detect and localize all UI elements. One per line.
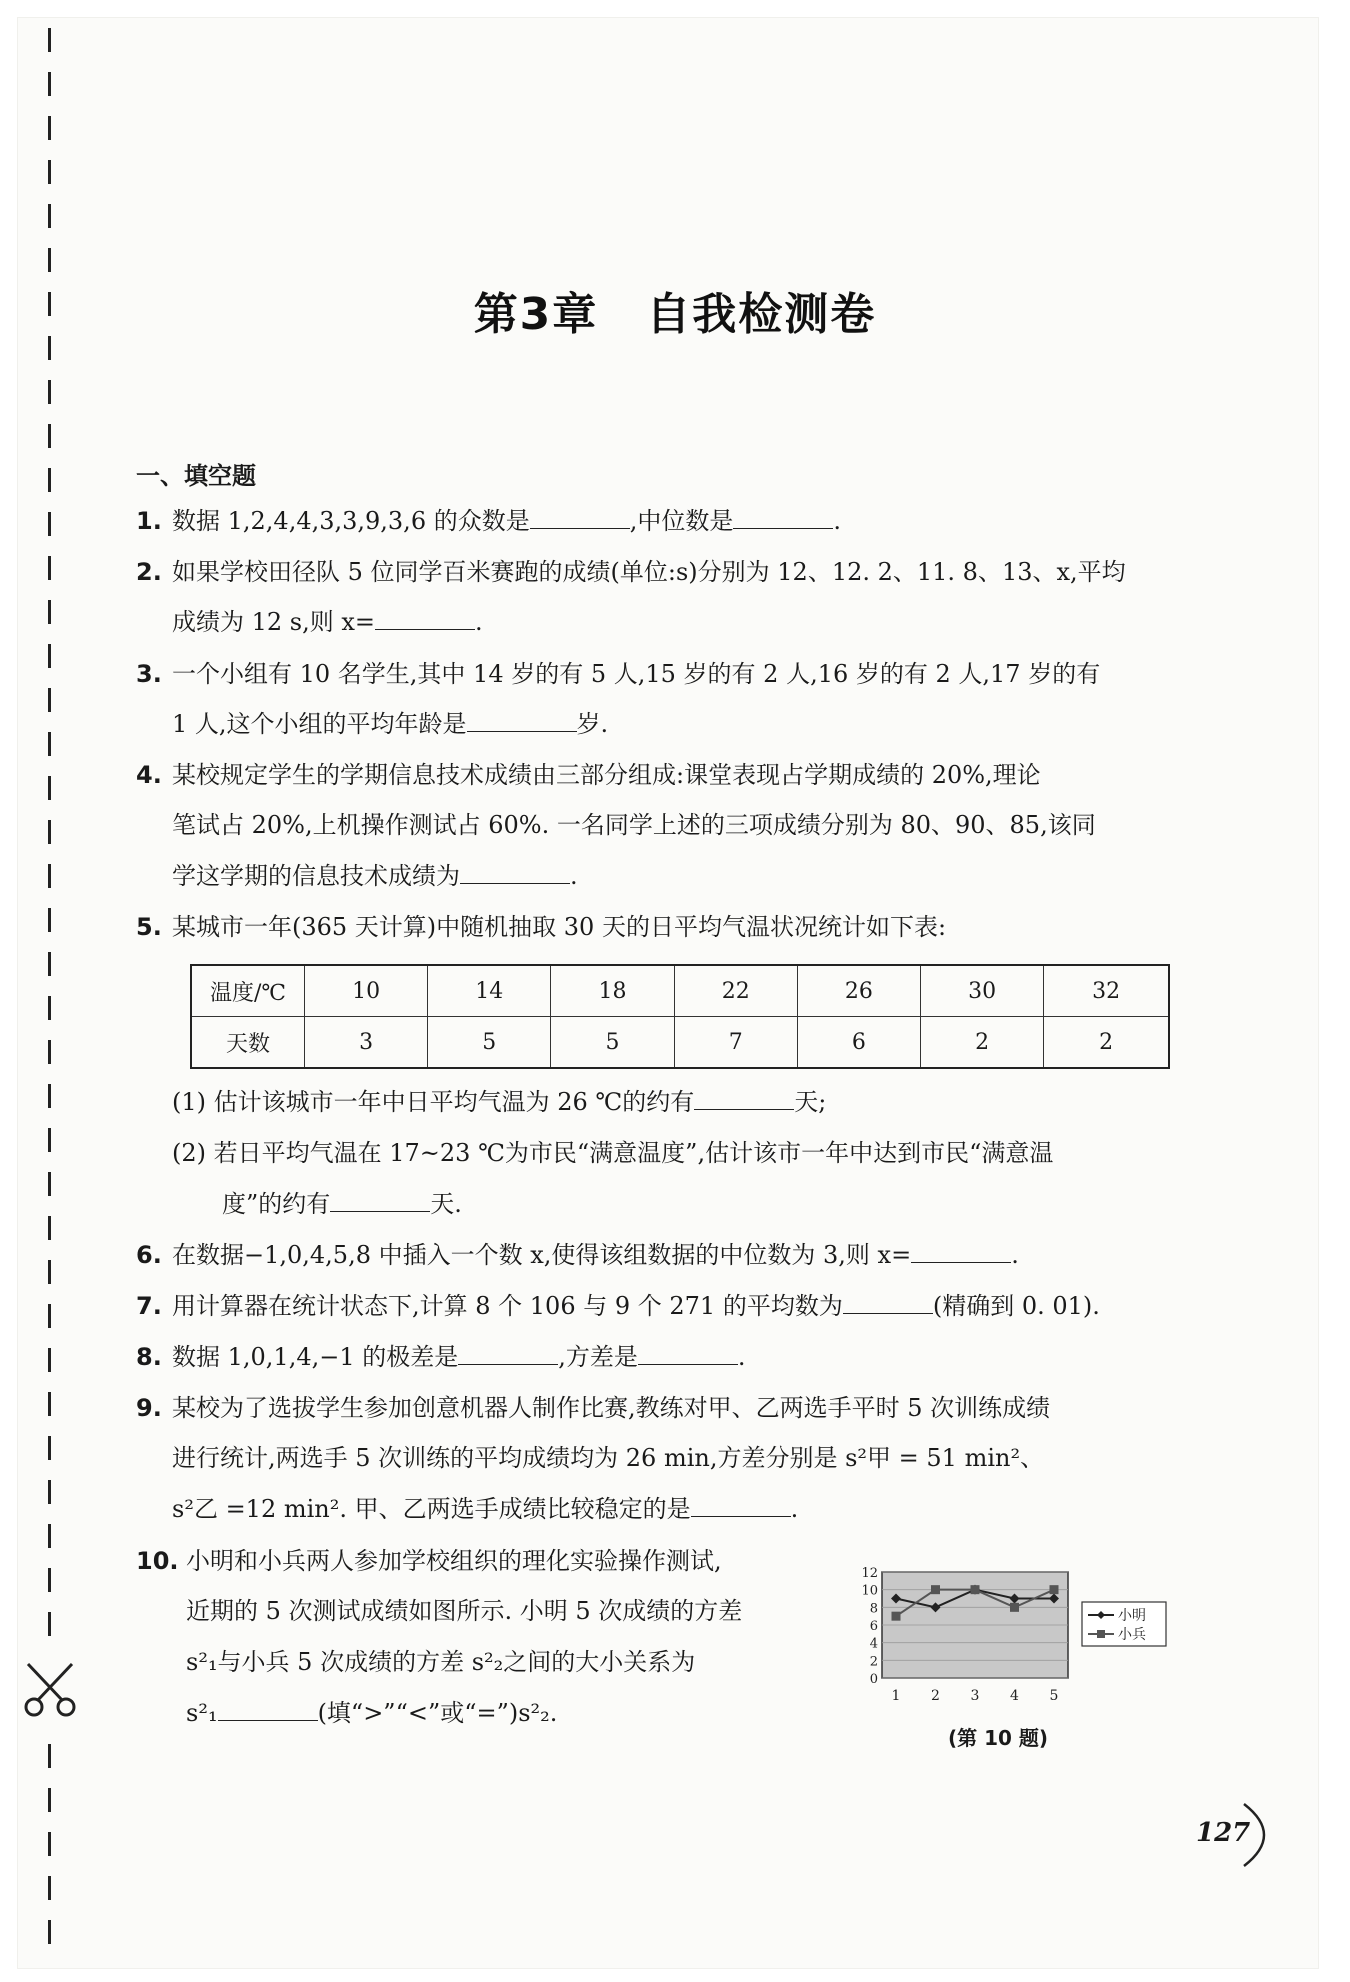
answer-blank[interactable] (375, 607, 475, 630)
table-cell: 3 (305, 1017, 428, 1069)
table-cell: 14 (428, 965, 551, 1017)
table-cell: 6 (797, 1017, 920, 1069)
answer-blank[interactable] (691, 1494, 791, 1517)
question-4-line-2: 笔试占 20%,上机操作测试占 60%. 一名同学上述的三项成绩分别为 80、90、85,该同 (172, 811, 1096, 839)
answer-blank[interactable] (467, 709, 577, 732)
question-4: 4. 某校规定学生的学期信息技术成绩由三部分组成:课堂表现占学期成绩的 20%,理论 (136, 761, 1041, 789)
answer-blank[interactable] (911, 1240, 1011, 1263)
x-tick-label: 5 (1049, 1688, 1059, 1704)
answer-blank[interactable] (530, 506, 630, 529)
page-number-arc (1226, 1800, 1286, 1870)
question-5: 5. 某城市一年(365 天计算)中随机抽取 30 天的日平均气温状况统计如下表: (136, 913, 947, 941)
data-point (892, 1612, 901, 1621)
table-header-cell: 温度/℃ (191, 965, 305, 1017)
table-cell: 2 (1044, 1017, 1169, 1069)
question-5-part-2: (2) 若日平均气温在 17~23 ℃为市民“满意温度”,估计该市一年中达到市民“满意温 (172, 1139, 1054, 1167)
question-9-line-2: 进行统计,两选手 5 次训练的平均成绩均为 26 min,方差分别是 s²甲 = 51 min²、 (172, 1444, 1045, 1472)
y-tick-label: 4 (869, 1636, 878, 1652)
x-tick-label: 4 (1010, 1688, 1019, 1704)
question-10-line-4: s²₁ (填“>”“<”或“=”)s²₂. (186, 1699, 558, 1727)
question-10-line-2: 近期的 5 次测试成绩如图所示. 小明 5 次成绩的方差 (186, 1597, 743, 1625)
data-point (971, 1585, 980, 1594)
table-row (191, 965, 1169, 1017)
answer-blank[interactable] (330, 1189, 430, 1212)
legend-label: 小明 (1118, 1608, 1146, 1624)
question-9-line-3: s²乙 =12 min². 甲、乙两选手成绩比较稳定的是 . (172, 1495, 799, 1523)
question-10: 10. 小明和小兵两人参加学校组织的理化实验操作测试, (136, 1547, 722, 1575)
x-tick-label: 3 (970, 1688, 980, 1704)
question-2: 2. 如果学校田径队 5 位同学百米赛跑的成绩(单位:s)分别为 12、12. 2、11. 8、13、x,平均 (136, 558, 1126, 586)
x-tick-label: 2 (931, 1688, 940, 1704)
question-3-line-2: 1 人,这个小组的平均年龄是 岁. (172, 710, 609, 738)
answer-blank[interactable] (843, 1291, 933, 1314)
table-cell: 5 (551, 1017, 674, 1069)
temperature-table (190, 964, 1170, 1069)
answer-blank[interactable] (218, 1698, 318, 1721)
scissors-icon (22, 1660, 78, 1718)
question-3: 3. 一个小组有 10 名学生,其中 14 岁的有 5 人,15 岁的有 2 人,16 岁的有 2 人,17 岁的有 (136, 660, 1101, 688)
answer-blank[interactable] (733, 506, 833, 529)
question-1: 1. 数据 1,2,4,4,3,3,9,3,6 的众数是 ,中位数是 . (136, 507, 841, 535)
question-9: 9. 某校为了选拔学生参加创意机器人制作比赛,教练对甲、乙两选手平时 5 次训练成绩 (136, 1394, 1051, 1422)
answer-blank[interactable] (460, 861, 570, 884)
table-cell: 18 (551, 965, 674, 1017)
title-text: 自我检测卷 (646, 289, 877, 340)
question-4-line-3: 学这学期的信息技术成绩为 . (172, 862, 578, 890)
table-cell: 2 (921, 1017, 1044, 1069)
question-2-line-2: 成绩为 12 s,则 x= . (172, 608, 483, 636)
legend-marker (1097, 1630, 1105, 1638)
table-cell: 32 (1044, 965, 1169, 1017)
question-5-part-1: (1) 估计该城市一年中日平均气温为 26 ℃的约有 天; (172, 1088, 827, 1116)
y-tick-label: 8 (869, 1601, 878, 1617)
question-6: 6. 在数据−1,0,4,5,8 中插入一个数 x,使得该组数据的中位数为 3,则 x= . (136, 1241, 1019, 1269)
y-tick-label: 12 (861, 1566, 878, 1581)
answer-blank[interactable] (458, 1342, 558, 1365)
table-cell: 5 (428, 1017, 551, 1069)
figure-caption: (第 10 题) (948, 1726, 1049, 1750)
page-title (0, 278, 1350, 342)
data-point (1010, 1603, 1019, 1612)
question-7: 7. 用计算器在统计状态下,计算 8 个 106 与 9 个 271 的平均数为 (精确到 0. 01). (136, 1292, 1100, 1320)
y-tick-label: 2 (869, 1654, 878, 1670)
section-heading: 一、填空题 (136, 462, 256, 490)
question-8: 8. 数据 1,0,1,4,−1 的极差是 ,方差是 . (136, 1343, 746, 1371)
question-10-line-3: s²₁与小兵 5 次成绩的方差 s²₂之间的大小关系为 (186, 1648, 696, 1676)
question-5-part-2-line-2: 度”的约有 天. (222, 1190, 462, 1218)
data-point (1050, 1585, 1059, 1594)
table-cell: 26 (797, 965, 920, 1017)
y-tick-label: 0 (869, 1672, 878, 1687)
data-point (931, 1585, 940, 1594)
y-tick-label: 10 (861, 1583, 878, 1599)
table-header-cell: 天数 (191, 1017, 305, 1069)
page-number: 127 (1196, 1818, 1251, 1848)
table-row (191, 1017, 1169, 1069)
answer-blank[interactable] (694, 1087, 794, 1110)
chapter-label: 第3章 (473, 289, 599, 340)
table-cell: 7 (674, 1017, 797, 1069)
table-cell: 30 (921, 965, 1044, 1017)
line-chart (840, 1560, 1180, 1710)
answer-blank[interactable] (638, 1342, 738, 1365)
y-tick-label: 6 (869, 1619, 878, 1634)
x-tick-label: 1 (891, 1688, 901, 1704)
table-cell: 22 (674, 965, 797, 1017)
legend-label: 小兵 (1118, 1627, 1146, 1643)
table-cell: 10 (305, 965, 428, 1017)
